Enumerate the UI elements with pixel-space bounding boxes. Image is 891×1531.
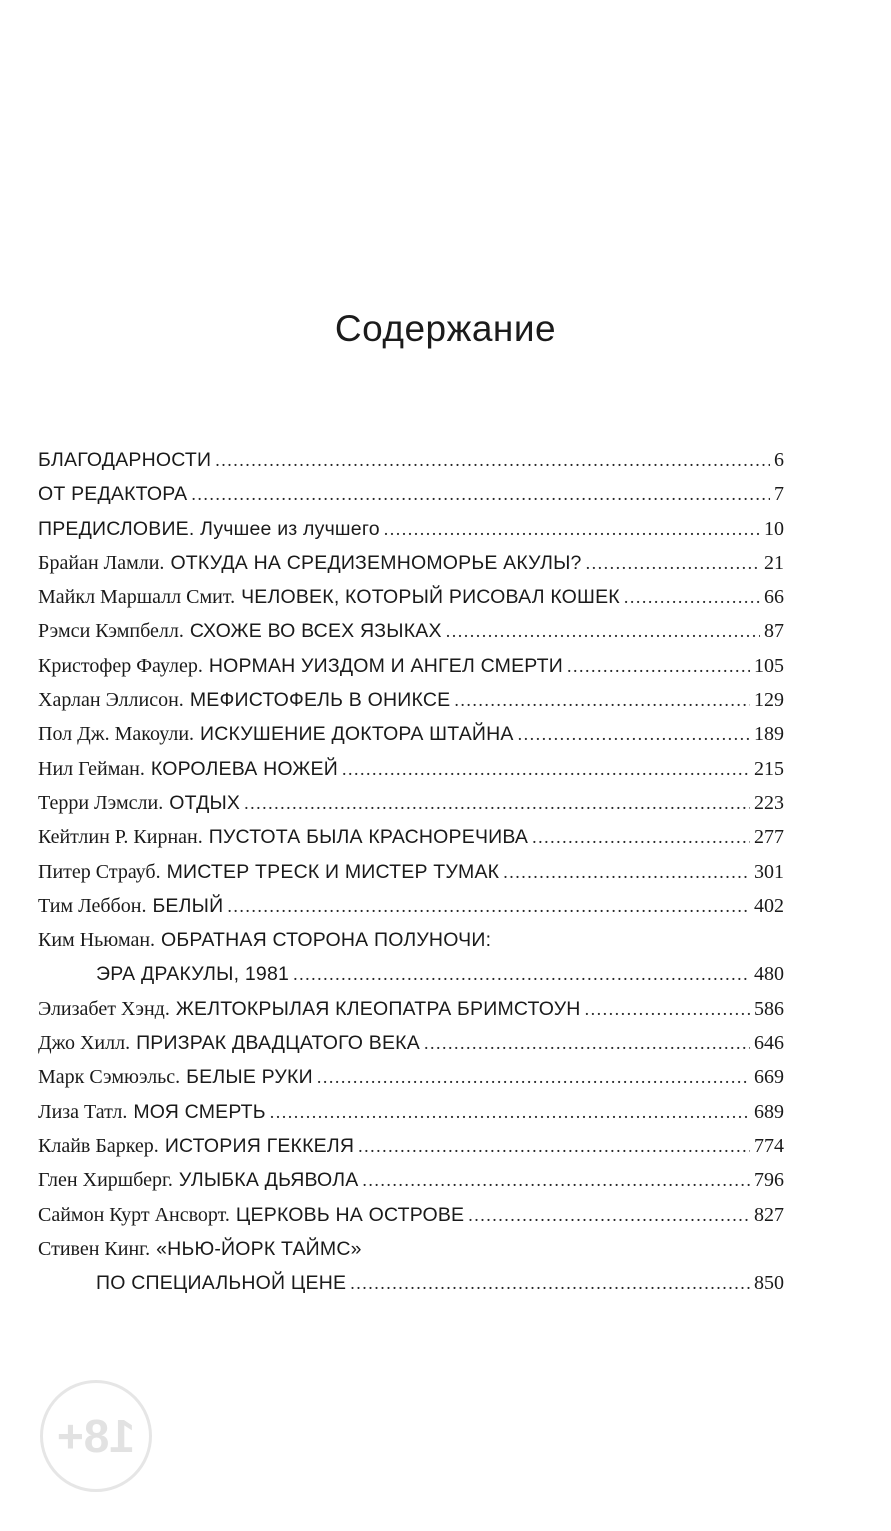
toc-entry-page-number: 87 bbox=[764, 620, 784, 643]
dot-leader bbox=[317, 1060, 750, 1094]
toc-entry bbox=[38, 855, 784, 889]
toc-entry-title: НОРМАН УИЗДОМ И АНГЕЛ СМЕРТИ bbox=[208, 654, 563, 677]
toc-entry-author: Глен Хиршберг. bbox=[38, 1169, 173, 1192]
toc-entry-author: Клайв Баркер. bbox=[38, 1134, 159, 1157]
toc-entry-page-number: 646 bbox=[754, 1032, 784, 1055]
toc-entry-author: Харлан Эллисон. bbox=[38, 689, 184, 712]
toc-entry-page-number: 129 bbox=[754, 689, 784, 712]
dot-leader bbox=[454, 683, 750, 717]
toc-entry-author: Майкл Маршалл Смит. bbox=[38, 586, 236, 609]
toc-entry-page-number: 21 bbox=[764, 551, 784, 574]
toc-entry bbox=[38, 1095, 784, 1129]
toc-entry-title: СХОЖЕ ВО ВСЕХ ЯЗЫКАХ bbox=[189, 620, 442, 643]
toc-entry-author: Нил Гейман. bbox=[38, 757, 145, 780]
toc-entry-page-number: 850 bbox=[754, 1272, 784, 1295]
toc-entry-page-number: 586 bbox=[754, 997, 784, 1020]
toc-entry-author: Кристофер Фаулер. bbox=[38, 654, 203, 677]
toc-entry-title: УЛЫБКА ДЬЯВОЛА bbox=[178, 1169, 359, 1192]
dot-leader bbox=[518, 717, 750, 751]
toc-entry-title: ОТ РЕДАКТОРА bbox=[38, 483, 188, 506]
dot-leader bbox=[293, 957, 750, 991]
toc-entry-author: Элизабет Хэнд. bbox=[38, 997, 170, 1020]
toc-entry bbox=[38, 580, 784, 614]
toc-entry bbox=[38, 512, 784, 546]
toc-entry-author: Саймон Курт Ансворт. bbox=[38, 1203, 230, 1226]
dot-leader bbox=[362, 1163, 750, 1197]
dot-leader bbox=[586, 546, 760, 580]
dot-leader bbox=[270, 1095, 750, 1129]
dot-leader bbox=[446, 614, 760, 648]
dot-leader bbox=[215, 443, 770, 477]
toc-entry bbox=[38, 923, 784, 957]
toc-entry-page-number: 10 bbox=[764, 517, 784, 540]
toc-entry-page-number: 774 bbox=[754, 1134, 784, 1157]
toc-entry-title: ИСТОРИЯ ГЕККЕЛЯ bbox=[164, 1134, 355, 1157]
toc-entry-title: ИСКУШЕНИЕ ДОКТОРА ШТАЙНА bbox=[200, 723, 514, 746]
dot-leader bbox=[227, 889, 750, 923]
toc-entry-page-number: 480 bbox=[754, 963, 784, 986]
toc-entry-author: Пол Дж. Макоули. bbox=[38, 723, 195, 746]
toc-entry-title: БЕЛЫЕ РУКИ bbox=[186, 1066, 313, 1089]
toc-entry-title: МЕФИСТОФЕЛЬ В ОНИКСЕ bbox=[189, 689, 451, 712]
dot-leader bbox=[244, 786, 750, 820]
toc-entry-title: ОТКУДА НА СРЕДИЗЕМНОМОРЬЕ АКУЛЫ? bbox=[170, 551, 582, 574]
toc-entry-page-number: 66 bbox=[764, 586, 784, 609]
dot-leader bbox=[424, 1026, 750, 1060]
toc-entry-title: ОБРАТНАЯ СТОРОНА ПОЛУНОЧИ: bbox=[161, 929, 492, 952]
toc-entry bbox=[38, 1026, 784, 1060]
toc-entry bbox=[38, 1232, 784, 1266]
toc-entry bbox=[38, 546, 784, 580]
toc-entry-title: МИСТЕР ТРЕСК И МИСТЕР ТУМАК bbox=[166, 860, 500, 883]
dot-leader bbox=[532, 820, 750, 854]
toc-entry bbox=[38, 786, 784, 820]
toc-entry-author: Брайан Ламли. bbox=[38, 551, 165, 574]
toc-entry bbox=[38, 889, 784, 923]
toc-entry bbox=[38, 820, 784, 854]
toc-entry bbox=[38, 957, 784, 991]
toc-entry bbox=[38, 477, 784, 511]
toc-entry-title: БЛАГОДАРНОСТИ bbox=[38, 449, 212, 471]
toc-entry bbox=[38, 1060, 784, 1094]
toc-entry-author: Лиза Татл. bbox=[38, 1100, 128, 1123]
toc-entry bbox=[38, 752, 784, 786]
toc-entry-title: БЕЛЫЙ bbox=[152, 894, 224, 917]
toc-entry-page-number: 689 bbox=[754, 1100, 784, 1123]
dot-leader bbox=[468, 1198, 750, 1232]
toc-entry-title: КОРОЛЕВА НОЖЕЙ bbox=[150, 757, 338, 780]
dot-leader bbox=[585, 992, 750, 1026]
toc-entry-author: Ким Ньюман. bbox=[38, 929, 156, 952]
toc-entry-author: Терри Лэмсли. bbox=[38, 791, 164, 814]
toc-entry-title: ЧЕЛОВЕК, КОТОРЫЙ РИСОВАЛ КОШЕК bbox=[241, 586, 620, 609]
toc-entry bbox=[38, 683, 784, 717]
table-of-contents bbox=[38, 443, 784, 1300]
toc-entry-page-number: 796 bbox=[754, 1169, 784, 1192]
toc-entry-title: ЭРА ДРАКУЛЫ, 1981 bbox=[96, 963, 290, 986]
age-rating-badge: 18+ bbox=[40, 1380, 152, 1492]
toc-entry-page-number: 7 bbox=[774, 483, 784, 506]
dot-leader bbox=[567, 649, 750, 683]
dot-leader bbox=[191, 477, 770, 511]
toc-entry-title: ПРИЗРАК ДВАДЦАТОГО ВЕКА bbox=[136, 1032, 420, 1055]
toc-entry-author: Марк Сэмюэльс. bbox=[38, 1066, 181, 1089]
toc-entry-page-number: 105 bbox=[754, 654, 784, 677]
toc-entry-title: ПРЕДИСЛОВИЕ. Лучшее из лучшего bbox=[38, 517, 380, 540]
toc-entry-title: «НЬЮ-ЙОРК ТАЙМС» bbox=[156, 1237, 362, 1260]
toc-entry-page-number: 189 bbox=[754, 723, 784, 746]
toc-entry-title: ОТДЫХ bbox=[169, 791, 241, 814]
toc-entry-author: Рэмси Кэмпбелл. bbox=[38, 620, 184, 643]
toc-entry-author: Кейтлин Р. Кирнан. bbox=[38, 826, 203, 849]
dot-leader bbox=[358, 1129, 750, 1163]
toc-entry bbox=[38, 1129, 784, 1163]
toc-entry-title: ПУСТОТА БЫЛА КРАСНОРЕЧИВА bbox=[208, 826, 529, 849]
toc-entry-author: Тим Леббон. bbox=[38, 894, 147, 917]
dot-leader bbox=[503, 855, 750, 889]
toc-entry-title: ЖЕЛТОКРЫЛАЯ КЛЕОПАТРА БРИМСТОУН bbox=[175, 997, 581, 1020]
toc-entry-page-number: 277 bbox=[754, 826, 784, 849]
toc-entry-title: МОЯ СМЕРТЬ bbox=[133, 1100, 266, 1123]
toc-entry bbox=[38, 1266, 784, 1300]
toc-entry bbox=[38, 1198, 784, 1232]
toc-entry-page-number: 215 bbox=[754, 757, 784, 780]
page-title: Содержание bbox=[334, 308, 557, 349]
toc-entry-author: Стивен Кинг. bbox=[38, 1237, 151, 1260]
dot-leader bbox=[342, 752, 750, 786]
dot-leader bbox=[624, 580, 760, 614]
toc-entry-page-number: 669 bbox=[754, 1066, 784, 1089]
toc-entry bbox=[38, 717, 784, 751]
dot-leader bbox=[350, 1266, 750, 1300]
toc-entry bbox=[38, 992, 784, 1026]
toc-entry bbox=[38, 1163, 784, 1197]
toc-entry-title: ЦЕРКОВЬ НА ОСТРОВЕ bbox=[235, 1203, 465, 1226]
dot-leader bbox=[384, 512, 760, 546]
toc-entry-title: ПО СПЕЦИАЛЬНОЙ ЦЕНЕ bbox=[96, 1272, 347, 1295]
toc-entry bbox=[38, 649, 784, 683]
toc-entry bbox=[38, 443, 784, 477]
toc-entry-page-number: 223 bbox=[754, 791, 784, 814]
toc-entry-page-number: 301 bbox=[754, 860, 784, 883]
toc-entry-author: Питер Страуб. bbox=[38, 860, 161, 883]
toc-entry-page-number: 827 bbox=[754, 1203, 784, 1226]
toc-entry-author: Джо Хилл. bbox=[38, 1032, 131, 1055]
toc-entry bbox=[38, 614, 784, 648]
toc-entry-page-number: 402 bbox=[754, 894, 784, 917]
toc-entry-page-number: 6 bbox=[774, 449, 784, 471]
